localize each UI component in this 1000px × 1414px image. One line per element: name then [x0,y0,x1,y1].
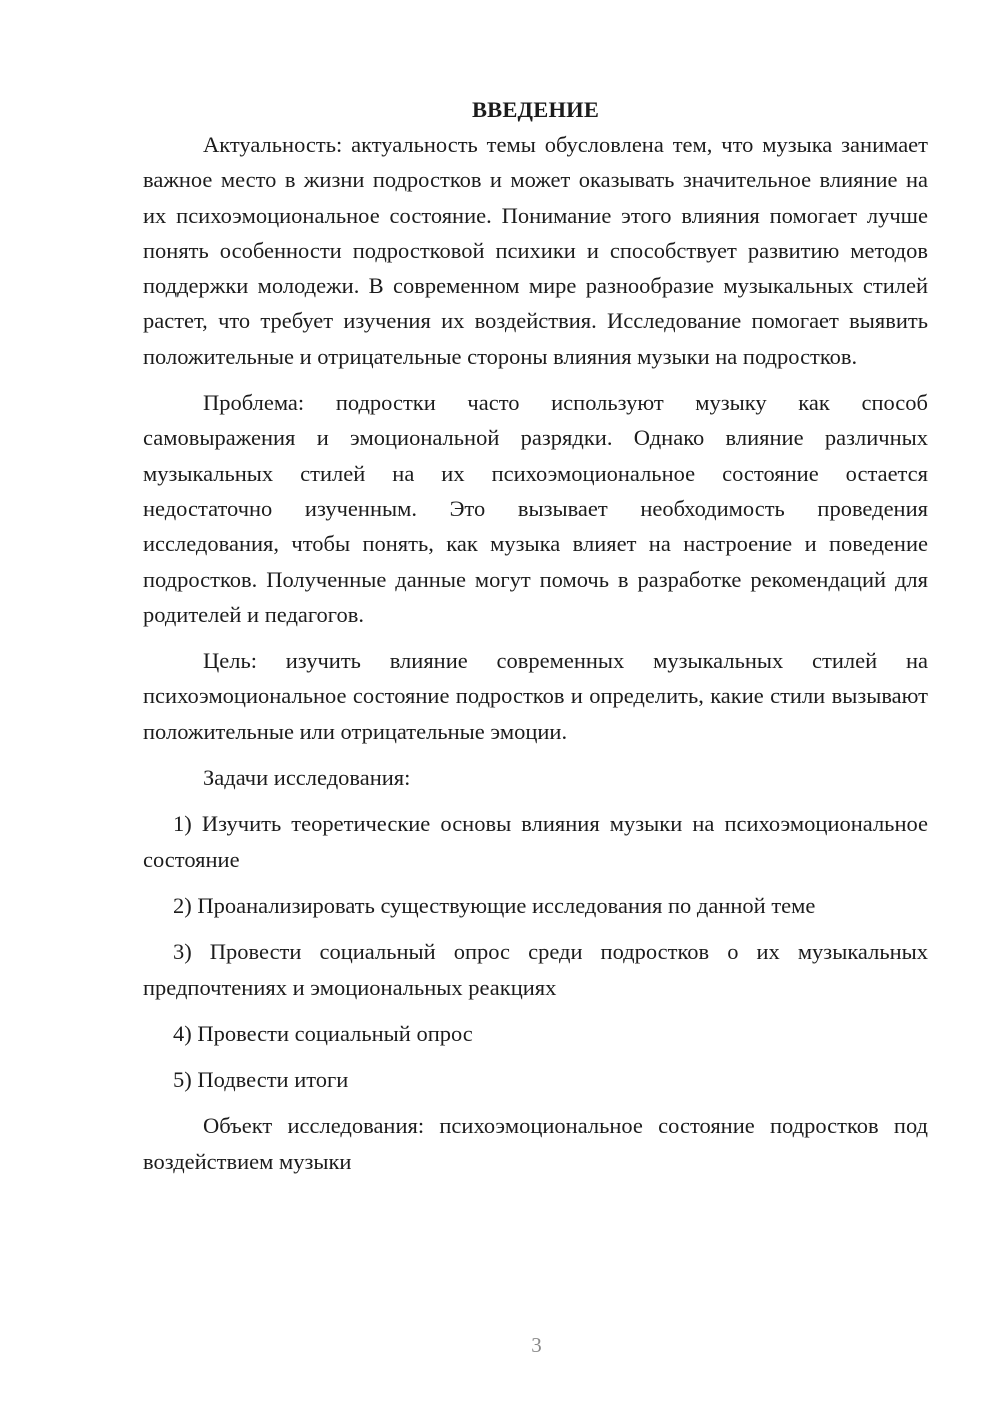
page-content [143,92,928,1190]
task-item: 4) Провести социальный опрос [173,1020,473,1046]
section-title: ВВЕДЕНИЕ [471,97,600,122]
task-item: 3) Провести социальный опрос среди подростков о их музыкальных предпочтениях и эмоциональных реакциях [143,939,928,1000]
relevance-paragraph: Актуальность: актуальность темы обусловлена тем, что музыка занимает важное место в жизни подростков и может оказывать значительное влияние на их психоэмоциональное состояние. Понимание этого влияния помогает лучше понять особенности подростковой психики и способствует развитию методов поддержки молодежи. В современном мире разнообразие музыкальных стилей растет, что требует изучения их воздействия. Исследование помогает выявить положительные и отрицательные стороны влияния музыки на подростков. [143,132,928,369]
page-number: 3 [531,1333,542,1357]
task-item: 2) Проанализировать существующие исследования по данной теме [173,892,816,918]
tasks-heading: Задачи исследования: [203,765,411,791]
problem-paragraph: Проблема: подростки часто используют музыку как способ самовыражения и эмоциональной разрядки. Однако влияние различных музыкальных стилей на их психоэмоциональное состояние остается недостаточно изученным. Это вызывает необходимость проведения исследования, чтобы понять, как музыка влияет на настроение и поведение подростков. Полученные данные могут помочь в разработке рекомендаций для родителей и педагогов. [143,390,928,627]
goal-paragraph: Цель: изучить влияние современных музыкальных стилей на психоэмоциональное состояние подростков и определить, какие стили вызывают положительные или отрицательные эмоции. [143,648,928,744]
object-paragraph: Объект исследования: психоэмоциональное состояние подростков под воздействием музыки [143,1113,928,1174]
task-item: 1) Изучить теоретические основы влияния музыки на психоэмоциональное состояние [143,811,928,872]
task-item: 5) Подвести итоги [173,1067,349,1093]
